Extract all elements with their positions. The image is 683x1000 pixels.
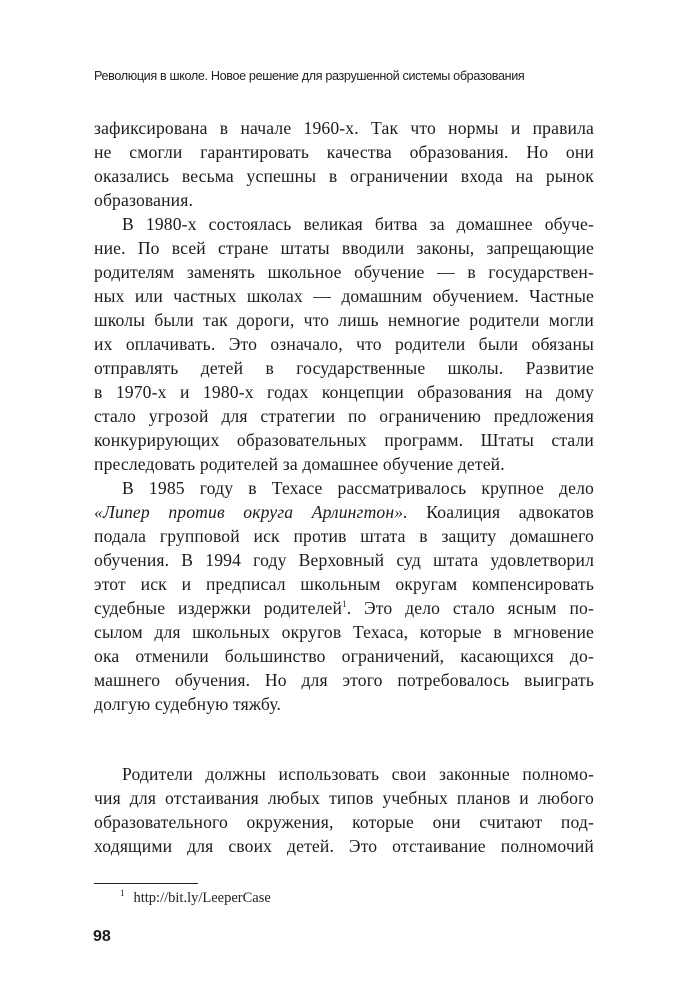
text-line: ние. По всей стране штаты вводили законы, запрещающие — [94, 238, 594, 258]
text-line: не смогли гарантировать качества образования. Но они — [94, 142, 594, 162]
body-text — [94, 116, 594, 858]
running-head: Революция в школе. Новое решение для разрушенной системы образования — [94, 69, 525, 83]
text-line: зафиксирована в начале 1960-х. Так что нормы и правила — [94, 118, 594, 138]
case-name: «Липер против округа Арлингтон». — [94, 502, 408, 522]
section-break — [94, 716, 594, 762]
footnote-divider — [94, 883, 198, 884]
text-line: подала групповой иск против штата в защиту домашнего — [94, 526, 594, 546]
text-line: В 1985 году в Техасе рассматривалось крупное дело — [122, 478, 594, 498]
text-line: их оплачивать. Это означало, что родители были обязаны — [94, 334, 594, 354]
text-line: этот иск и предписал школьным округам компенсировать — [94, 574, 594, 594]
footnote-link[interactable]: http://bit.ly/LeeperCase — [133, 890, 271, 906]
text-line: машнего обучения. Но для этого потребовалось выиграть — [94, 670, 594, 690]
text-fragment: . Это дело стало ясным по- — [346, 598, 594, 618]
text-fragment: судебные издержки родителей — [94, 598, 343, 618]
text-line: в 1970-х и 1980-х годах концепции образования на дому — [94, 382, 594, 402]
text-line: оказались весьма успешны в ограничении входа на рынок — [94, 166, 594, 186]
text-line: преследовать родителей за домашнее обучение детей. — [94, 454, 505, 474]
text-line: ока отменили большинство ограничений, касающихся до- — [94, 646, 594, 666]
text-fragment: Коалиция адвокатов — [407, 502, 594, 522]
text-line — [94, 500, 594, 524]
text-line: конкурирующих образовательных программ. Штаты стали — [94, 430, 594, 450]
footnote — [120, 889, 271, 908]
text-line: чия для отстаивания любых типов учебных планов и любого — [94, 788, 594, 808]
text-line: образования. — [94, 190, 194, 210]
text-line: В 1980-х состоялась великая битва за домашнее обуче- — [122, 214, 594, 234]
text-line: Родители должны использовать свои законные полномо- — [122, 764, 594, 784]
text-line: школы были так дороги, что лишь немногие родители могли — [94, 310, 594, 330]
text-line: образовательного окружения, которые они считают под- — [94, 812, 594, 832]
text-line: ных или частных школах — домашним обучением. Частные — [94, 286, 594, 306]
footnote-number: 1 — [120, 888, 125, 898]
text-line: отправлять детей в государственные школы. Развитие — [94, 358, 594, 378]
text-line: долгую судебную тяжбу. — [94, 694, 282, 714]
text-line: родителям заменять школьное обучение — в государствен- — [94, 262, 594, 282]
text-line: стало угрозой для стратегии по ограничению предложения — [94, 406, 594, 426]
page-number: 98 — [93, 928, 111, 945]
text-line: обучения. В 1994 году Верховный суд штата удовлетворил — [94, 550, 594, 570]
footnote-reference: 1 — [342, 599, 347, 609]
text-line: ходящими для своих детей. Это отстаивание полномочий — [94, 836, 594, 856]
text-line — [94, 596, 594, 620]
text-line: сылом для школьных округов Техаса, которые в мгновение — [94, 622, 594, 642]
